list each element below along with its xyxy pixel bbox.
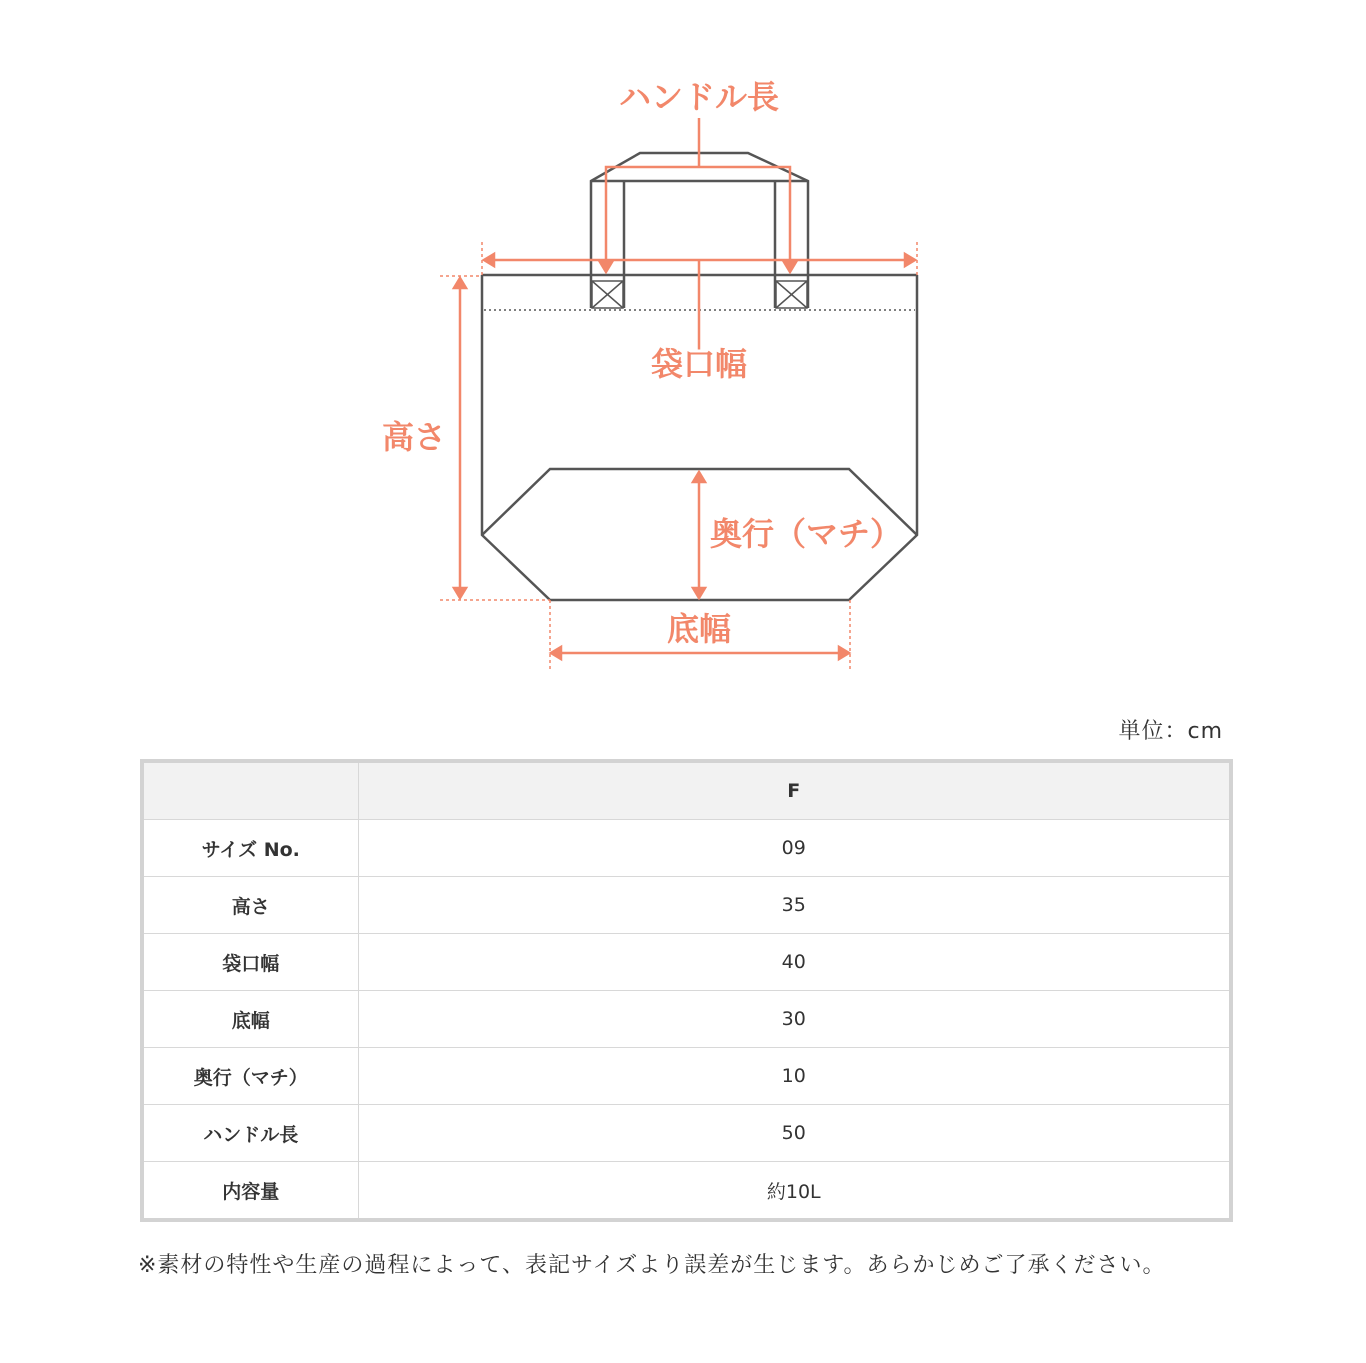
table-header-size: F <box>358 761 1231 820</box>
row-label: 高さ <box>142 877 358 934</box>
label-opening-width: 袋口幅 <box>650 345 748 383</box>
label-bottom-width: 底幅 <box>666 610 732 648</box>
row-label: 底幅 <box>142 991 358 1048</box>
handle-attachment-right <box>776 281 807 308</box>
table-row <box>142 820 1231 877</box>
handle-attachment-left <box>592 281 623 308</box>
table-row <box>142 1162 1231 1221</box>
table-row <box>142 991 1231 1048</box>
row-value: 約10L <box>358 1162 1231 1221</box>
table-header-row <box>142 761 1231 820</box>
disclaimer-note: ※素材の特性や生産の過程によって、表記サイズより誤差が生じます。あらかじめご了承ください。 <box>138 1253 1166 1278</box>
row-label: サイズ No. <box>142 820 358 877</box>
table-row <box>142 934 1231 991</box>
label-handle-length: ハンドル長 <box>618 78 780 116</box>
row-label: 内容量 <box>142 1162 358 1221</box>
row-value: 35 <box>358 877 1231 934</box>
table-header-empty <box>142 761 358 820</box>
label-height: 高さ <box>381 418 447 456</box>
unit-label: 単位：cm <box>1118 719 1223 744</box>
row-value: 40 <box>358 934 1231 991</box>
row-label: 袋口幅 <box>142 934 358 991</box>
table-row <box>142 1105 1231 1162</box>
table-row <box>142 1048 1231 1105</box>
row-value: 09 <box>358 820 1231 877</box>
row-value: 10 <box>358 1048 1231 1105</box>
measurement-guides <box>440 118 917 672</box>
row-label: ハンドル長 <box>142 1105 358 1162</box>
row-value: 30 <box>358 991 1231 1048</box>
row-label: 奥行（マチ） <box>142 1048 358 1105</box>
row-value: 50 <box>358 1105 1231 1162</box>
label-depth: 奥行（マチ） <box>710 515 903 553</box>
table-row <box>142 877 1231 934</box>
size-table <box>140 759 1233 1222</box>
